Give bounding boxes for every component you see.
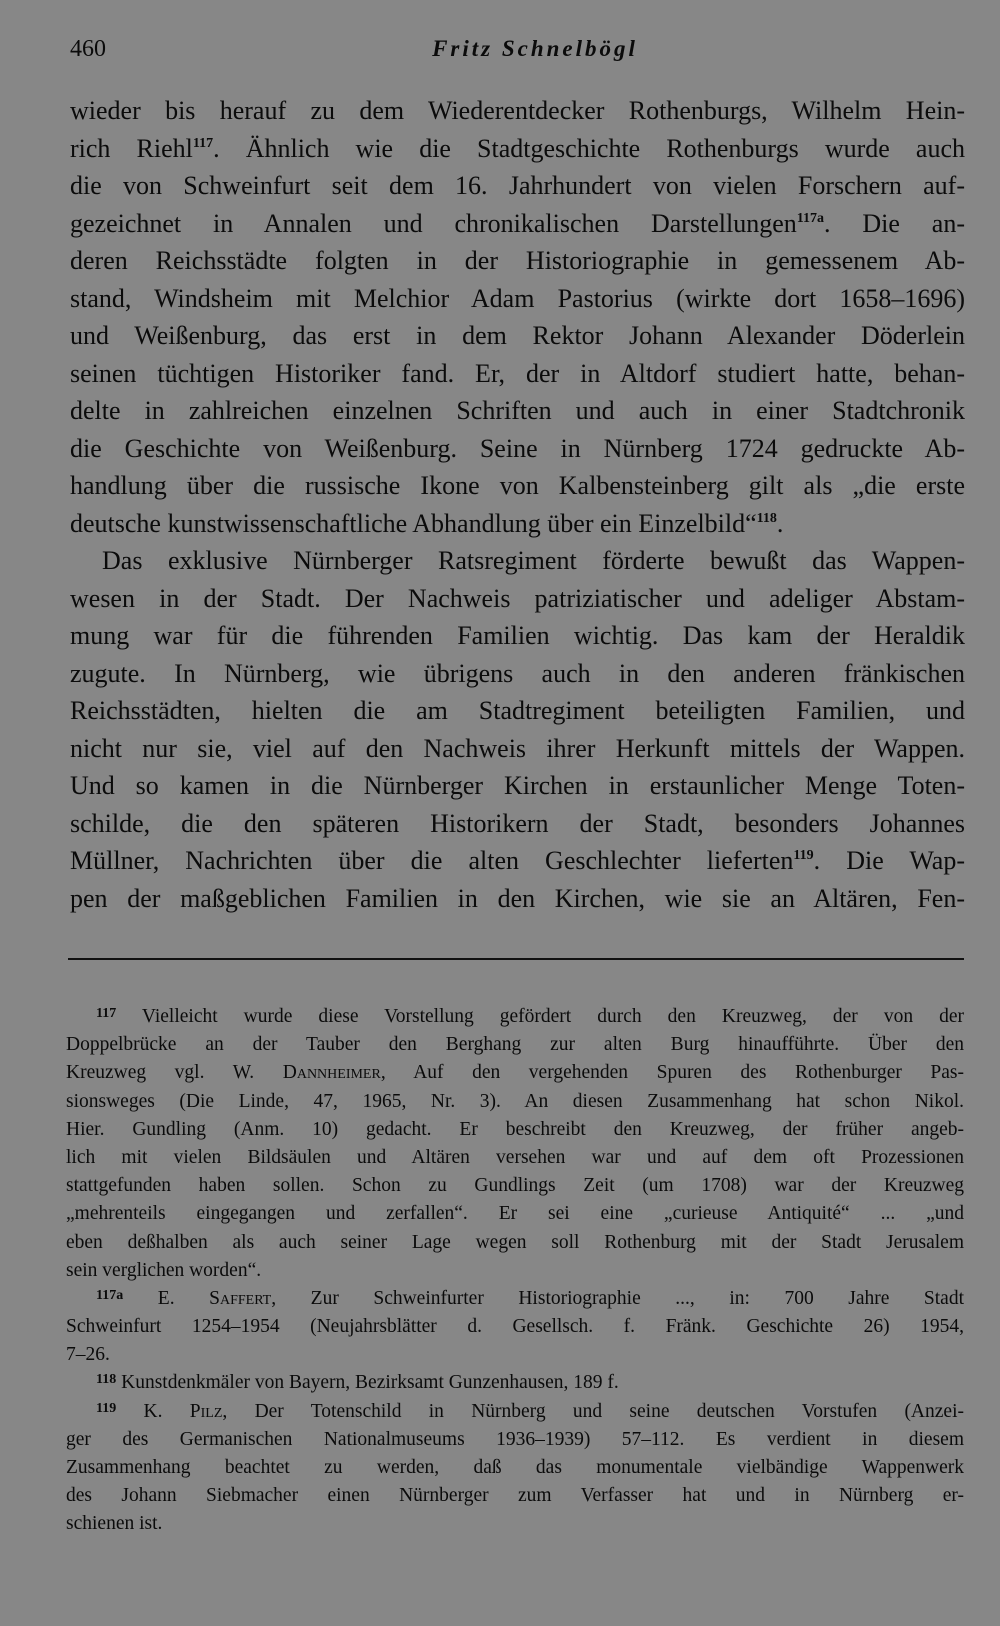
- footnote-separator: [68, 958, 964, 960]
- body-line: [70, 542, 965, 580]
- footnote-line: [66, 1088, 964, 1116]
- author-name: Saffert: [209, 1287, 272, 1309]
- footnote-text: Zusammenhang beachtet zu werden, daß das monumentale vielbändige Wappenwerk: [66, 1457, 964, 1478]
- footnote-text: stattgefunden haben sollen. Schon zu Gundlings Zeit (um 1708) war der Kreuzweg: [66, 1175, 964, 1197]
- author-name: Dannheimer: [282, 1062, 381, 1084]
- footnote-text: Schweinfurt 1254–1954 (Neujahrsblätter d. Gesellsch. f. Fränk. Geschichte 26) 1954,: [66, 1316, 964, 1338]
- footnote-text: Hier. Gundling (Anm. 10) gedacht. Er beschreibt den Kreuzweg, der früher angeb-: [66, 1118, 964, 1140]
- footnote-text: eben deßhalben als auch seiner Lage wegen soll Rothenburg mit der Stadt Jerusalem: [66, 1231, 964, 1253]
- body-line: [70, 242, 965, 280]
- line-text: pen der maßgeblichen Familien in den Kirchen, wie sie an Altären, Fen-: [70, 883, 965, 913]
- footnote-number: 118: [96, 1372, 117, 1388]
- footnote-line: [66, 1116, 964, 1144]
- footnote-number: 117: [96, 1006, 117, 1021]
- footnote-line: [66, 1313, 964, 1341]
- body-line: [70, 505, 965, 543]
- body-line: [70, 130, 965, 168]
- body-text: [70, 92, 965, 917]
- footnote-text: schienen ist.: [66, 1513, 163, 1535]
- body-line: [70, 205, 965, 243]
- footnote-line: [66, 1257, 964, 1285]
- footnote-line: [66, 1398, 964, 1426]
- body-line: [70, 430, 965, 468]
- line-text: deutsche kunstwissenschaftliche Abhandlung über ein Einzelbild“: [70, 508, 757, 538]
- footnote-text: „mehrenteils eingegangen und zerfallen“. Er sei eine „curieuse Antiquité“ ... „und: [66, 1203, 964, 1225]
- footnotes: [66, 1003, 964, 1539]
- footnote-line: [66, 1341, 964, 1369]
- footnote-ref: 118: [756, 510, 777, 526]
- body-line: [70, 805, 965, 843]
- footnote-line: [66, 1369, 964, 1397]
- line-text: mung war für die führenden Familien wichtig. Das kam der Heraldik: [70, 621, 965, 650]
- body-line: [70, 617, 965, 655]
- running-head: Fritz Schnelbögl: [432, 36, 638, 61]
- footnote-line: [66, 1031, 964, 1059]
- footnote-line: [66, 1059, 964, 1087]
- line-text: . Ähnlich wie die Stadtgeschichte Rothenburgs wurde auch: [213, 133, 965, 163]
- line-text: seinen tüchtigen Historiker fand. Er, der in Altdorf studiert hatte, behan-: [70, 358, 965, 388]
- line-text: die von Schweinfurt seit dem 16. Jahrhundert von vielen Forschern auf-: [70, 171, 965, 200]
- body-line: [70, 842, 965, 880]
- footnote-text: Kunstdenkmäler von Bayern, Bezirksamt Gunzenhausen, 189 f.: [121, 1372, 619, 1394]
- footnote-text: 7–26.: [66, 1344, 110, 1366]
- footnote-text: K.: [143, 1400, 190, 1422]
- footnote-text: E.: [157, 1287, 210, 1309]
- footnote-line: [66, 1172, 964, 1200]
- footnote-ref: 117a: [796, 210, 825, 226]
- footnote-ref: 117: [192, 135, 214, 151]
- footnote-text: , Zur Schweinfurter Historiographie ..., in: 700 Jahre Stadt: [271, 1287, 964, 1309]
- line-text: . Die Wap-: [813, 846, 965, 875]
- author-name: Pilz: [189, 1400, 223, 1422]
- footnote-line: [66, 1510, 964, 1538]
- body-line: [70, 392, 965, 430]
- footnote-line: [66, 1482, 964, 1510]
- footnote-line: [66, 1285, 964, 1313]
- body-line: [70, 767, 965, 805]
- page-number: 460: [70, 36, 106, 62]
- footnote-text: Vielleicht wurde diese Vorstellung gefördert durch den Kreuzweg, der von der: [141, 1006, 964, 1027]
- footnote-line: [66, 1426, 964, 1454]
- footnote-line: [66, 1454, 964, 1482]
- line-text: handlung über die russische Ikone von Kalbensteinberg gilt als „die erste: [70, 471, 965, 500]
- line-text: wesen in der Stadt. Der Nachweis patriziatischer und adeliger Abstam-: [70, 583, 965, 613]
- body-line: [70, 580, 965, 618]
- body-line: [70, 317, 965, 355]
- line-text: Reichsstädten, hielten die am Stadtregiment beteiligten Familien, und: [70, 696, 965, 725]
- line-text: zugute. In Nürnberg, wie übrigens auch in den anderen fränkischen: [70, 658, 965, 688]
- line-text: und Weißenburg, das erst in dem Rektor Johann Alexander Döderlein: [70, 321, 965, 350]
- footnote-number: 117a: [96, 1287, 124, 1303]
- footnote-line: [66, 1144, 964, 1172]
- footnote-text: ger des Germanischen Nationalmuseums 1936–1939) 57–112. Es verdient in diesem: [66, 1428, 964, 1450]
- footnote-text: sionsweges (Die Linde, 47, 1965, Nr. 3). An diesen Zusammenhang hat schon Nikol.: [66, 1090, 964, 1112]
- line-text: Müllner, Nachrichten über die alten Geschlechter lieferten: [70, 846, 794, 875]
- footnote-text: , Auf den vergehenden Spuren des Rothenburger Pas-: [380, 1062, 964, 1084]
- body-line: [70, 92, 965, 130]
- body-line: [70, 880, 965, 918]
- footnote-text: Kreuzweg vgl. W.: [66, 1062, 283, 1084]
- line-text: . Die an-: [824, 208, 965, 238]
- body-line: [70, 692, 965, 730]
- line-text: delte in zahlreichen einzelnen Schriften und auch in einer Stadtchronik: [70, 396, 965, 425]
- line-text: Das exklusive Nürnberger Ratsregiment förderte bewußt das Wappen-: [102, 546, 965, 575]
- footnote-text: Doppelbrücke an der Tauber den Berghang zur alten Burg hinaufführte. Über den: [66, 1034, 964, 1056]
- body-line: [70, 355, 965, 393]
- line-text: stand, Windsheim mit Melchior Adam Pastorius (wirkte dort 1658–1696): [70, 283, 965, 313]
- body-line: [70, 167, 965, 205]
- footnote-text: lich mit vielen Bildsäulen und Altären versehen war und auf dem oft Prozessionen: [66, 1146, 964, 1168]
- line-text: deren Reichsstädte folgten in der Historiographie in gemessenem Ab-: [70, 246, 965, 275]
- page-header: [70, 36, 960, 76]
- footnote-line: [66, 1200, 964, 1228]
- line-text: wieder bis herauf zu dem Wiederentdecker Rothenburgs, Wilhelm Hein-: [70, 96, 965, 125]
- body-line: [70, 730, 965, 768]
- line-text: .: [776, 508, 784, 538]
- line-text: schilde, die den späteren Historikern der Stadt, besonders Johannes: [70, 808, 965, 838]
- line-text: rich Riehl: [70, 133, 193, 163]
- body-line: [70, 467, 965, 505]
- footnote-line: [66, 1229, 964, 1257]
- footnote-text: sein verglichen worden“.: [66, 1259, 262, 1281]
- footnote-text: , Der Totenschild in Nürnberg und seine deutschen Vorstufen (Anzei-: [222, 1400, 964, 1422]
- footnote-text: des Johann Siebmacher einen Nürnberger zum Verfasser hat und in Nürnberg er-: [66, 1485, 964, 1507]
- footnote-ref: 119: [793, 848, 814, 863]
- footnote-line: [66, 1003, 964, 1031]
- line-text: gezeichnet in Annalen und chronikalischen Darstellungen: [70, 208, 797, 238]
- body-line: [70, 280, 965, 318]
- line-text: nicht nur sie, viel auf den Nachweis ihrer Herkunft mittels der Wappen.: [70, 733, 965, 763]
- body-line: [70, 655, 965, 693]
- line-text: Und so kamen in die Nürnberger Kirchen in erstaunlicher Menge Toten-: [70, 771, 965, 800]
- line-text: die Geschichte von Weißenburg. Seine in Nürnberg 1724 gedruckte Ab-: [70, 433, 965, 463]
- footnote-number: 119: [96, 1400, 117, 1416]
